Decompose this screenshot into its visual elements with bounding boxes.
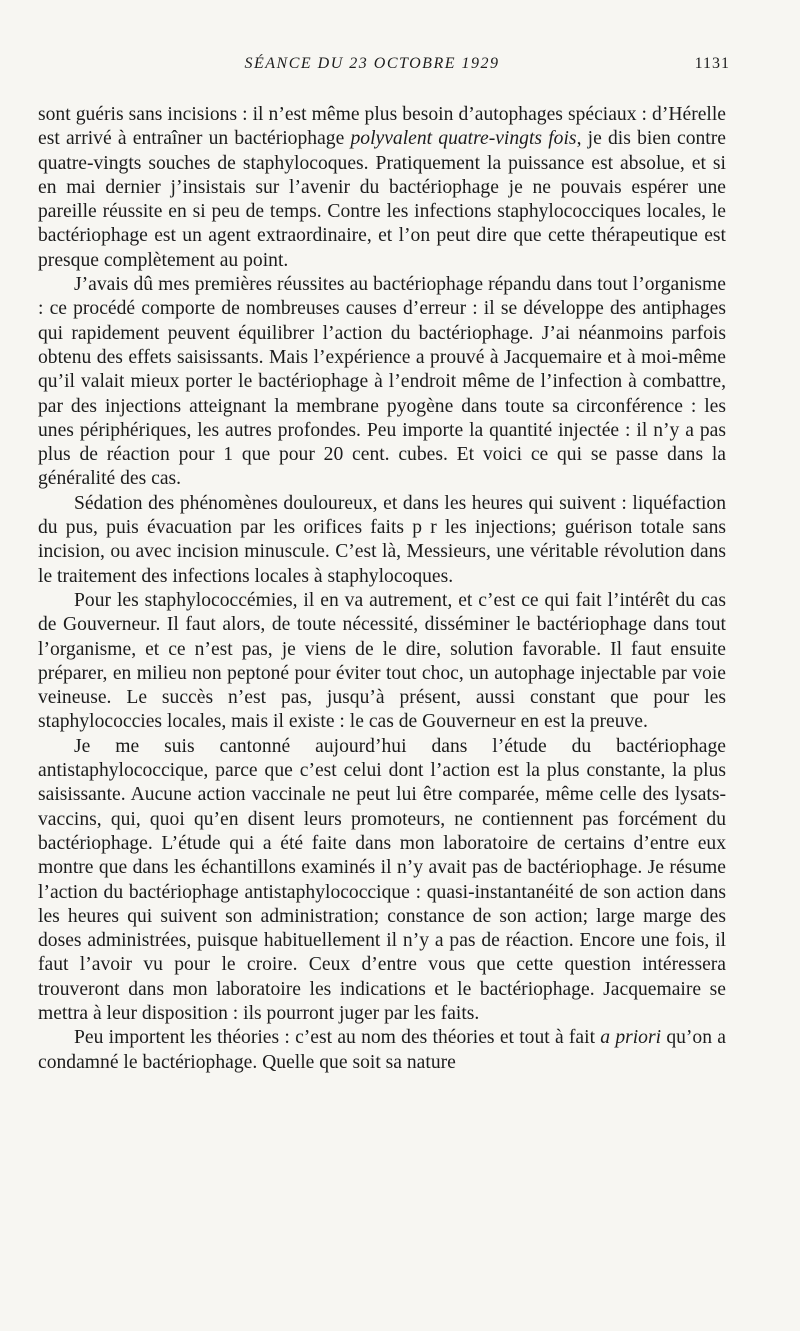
- paragraph-1-text: sont guéris sans incisions : il n’est même plus besoin d’autophages spéciaux : d’Hérelle est arrivé à entraîner un bactériophage: [38, 104, 726, 150]
- paragraph-6: [38, 1026, 726, 1075]
- paragraph-4: Pour les staphylococcémies, il en va autrement, et c’est ce qui fait l’intérêt du cas de Gouverneur. Il faut alors, de toute nécessité, disséminer le bactériophage dans tout l’organisme, et ce n’est pas, je viens de le dire, solution favorable. Il faut ensuite préparer, en milieu non peptoné pour éviter tout choc, un autophage injectable par voie veineuse. Le succès n’est pas, jusqu’à présent, aussi constant que pour les staphylococcies locales, mais il existe : le cas de Gouverneur en est la preuve.: [38, 589, 726, 733]
- paragraph-1: [38, 103, 726, 273]
- paragraph-3: Sédation des phénomènes douloureux, et dans les heures qui suivent : liquéfaction du pus, puis évacuation par les orifices faits p r les injections; guérison totale sans incision, ou avec incision minuscule. C’est là, Messieurs, une véritable révolution dans le traitement des infections locales à staphylocoques.: [38, 492, 726, 587]
- paragraph-6-italic: a priori: [600, 1027, 662, 1049]
- paragraph-1-text-end: , je dis bien contre quatre-vingts souches de staphylocoques. Pratiquement la puissance est absolue, et si en mai dernier j’insistais sur l’avenir du bactériophage je ne pouvais espérer une pareille réussite en si peu de temps. Contre les infections staphylococciques locales, le bactériophage est un agent extraordinaire, et l’on peut dire que cette thérapeutique est presque complètement au point.: [38, 128, 726, 271]
- paragraph-5: Je me suis cantonné aujourd’hui dans l’étude du bactériophage antistaphylococcique, parce que c’est celui dont l’action est la plus constante, la plus saisissante. Aucune action vaccinale ne peut lui être comparée, même celle des lysats-vaccins, qui, quoi qu’en disent leurs promoteurs, ne contiennent pas forcément du bactériophage. L’étude qui a été faite dans mon laboratoire de certains d’entre eux montre que dans les échantillons examinés il n’y avait pas de bactériophage. Je résume l’action du bactériophage antistaphylococcique : quasi-instantanéité de son action dans les heures qui suivent son administration; constance de son action; large marge des doses administrées, puisque habituellement il n’y a pas de réaction. Encore une fois, il faut l’avoir vu pour le croire. Ceux d’entre vous que cette question intéressera trouveront dans mon laboratoire les indications et le bactériophage. Jacquemaire se mettra à leur disposition : ils pourront juger par les faits.: [38, 735, 726, 1024]
- paragraph-6-text-end: qu’on a condamné le bactériophage. Quelle que soit sa nature: [38, 1027, 726, 1073]
- running-header: [38, 55, 730, 85]
- page-number: 1131: [694, 55, 730, 72]
- running-title: SÉANCE DU 23 OCTOBRE 1929: [244, 55, 500, 72]
- paragraph-1-italic: polyvalent quatre-vingts fois: [350, 128, 577, 150]
- paragraph-6-text: Peu importent les théories : c’est au nom des théories et tout à fait: [74, 1027, 601, 1049]
- paragraph-2: J’avais dû mes premières réussites au bactériophage répandu dans tout l’organisme : ce procédé comporte de nombreuses causes d’erreur : il se développe des antiphages qui rapidement peuvent équilibrer l’action du bactériophage. J’ai néanmoins parfois obtenu des effets saisissants. Mais l’expérience a prouvé à Jacquemaire et à moi-même qu’il valait mieux porter le bactériophage à l’endroit même de l’infection à combattre, par des injections atteignant la membrane pyogène dans toute sa circonférence : les unes périphériques, les autres profondes. Peu importe la quantité injectée : il n’y a pas plus de réaction pour 1 que pour 20 cent. cubes. Et voici ce qui se passe dans la généralité des cas.: [38, 274, 726, 490]
- body-text: [38, 103, 726, 1075]
